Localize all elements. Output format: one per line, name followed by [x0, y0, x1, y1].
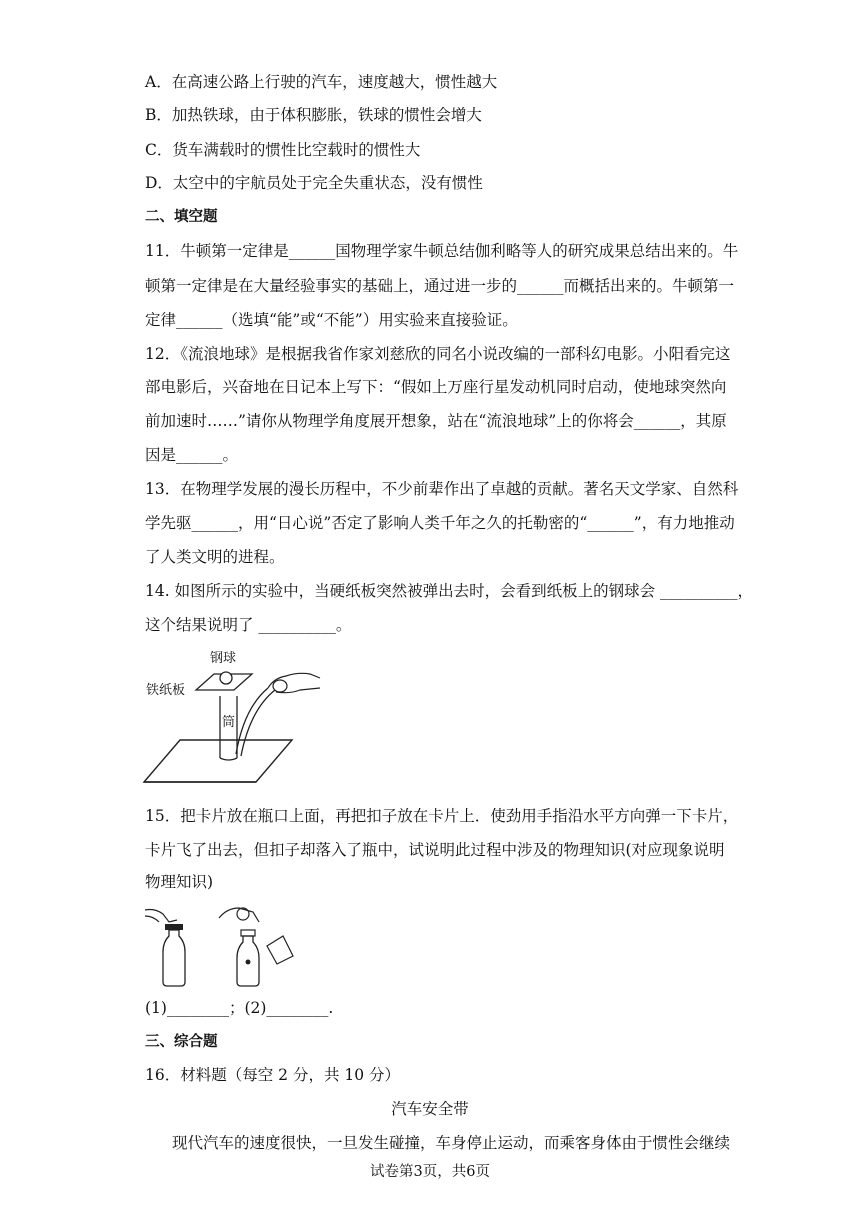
q13-line-2: 学先驱______，用“日心说”否定了影响人类千年之久的托勒密的“______”，有力地推动	[145, 514, 735, 532]
article-title: 汽车安全带	[391, 1100, 469, 1118]
flying-card	[267, 936, 293, 964]
label-board: 铁纸板	[146, 683, 186, 698]
q16-paragraph-1: 现代汽车的速度很快，一旦发生碰撞，车身停止运动，而乘客身体由于惯性会继续	[172, 1134, 731, 1152]
q12-line-4: 因是______。	[145, 446, 239, 464]
q16-line-1: 16．材料题（每空 2 分，共 10 分）	[145, 1066, 401, 1084]
bottle-right	[219, 908, 293, 986]
q13-line-1: 13．在物理学发展的漫长历程中，不少前辈作出了卓越的贡献。著名天文学家、自然科	[145, 480, 739, 498]
hand	[268, 673, 320, 692]
q14-figure	[140, 648, 325, 788]
option-b: B．加热铁球，由于体积膨胀，铁球的惯性会增大	[145, 106, 482, 124]
q13-line-3: 了人类文明的进程。	[145, 548, 285, 566]
option-a: A．在高速公路上行驶的汽车，速度越大，惯性越大	[145, 73, 498, 91]
q15-line-1: 15．把卡片放在瓶口上面，再把扣子放在卡片上．使劲用手指沿水平方向弹一下卡片，	[145, 807, 739, 825]
q12-line-1: 12．《流浪地球》是根据我省作家刘慈欣的同名小说改编的一部科幻电影。小阳看完这	[145, 345, 731, 363]
q14-line-1: 14. 如图所示的实验中，当硬纸板突然被弹出去时，会看到纸板上的钢球会 __________，	[145, 582, 754, 600]
label-steel-ball: 钢球	[210, 651, 237, 666]
q15-line-2: 卡片飞了出去，但扣子却落入了瓶中，试说明此过程中涉及的物理知识(对应现象说明	[145, 841, 725, 859]
q11-line-2: 顿第一定律是在大量经验事实的基础上，通过进一步的______而概括出来的。牛顿第一	[145, 277, 735, 295]
option-d: D．太空中的宇航员处于完全失重状态，没有惯性	[145, 174, 483, 192]
bottle-left	[145, 910, 185, 987]
q15-answer: (1)________；(2)________.	[145, 999, 334, 1017]
option-c: C．货车满载时的惯性比空载时的惯性大	[145, 141, 421, 159]
q14-line-2: 这个结果说明了 __________。	[145, 616, 352, 634]
steel-ball	[220, 672, 232, 684]
q11-line-1: 11．牛顿第一定律是______国物理学家牛顿总结伽利略等人的研究成果总结出来的。牛	[145, 242, 739, 260]
q15-figure	[143, 902, 303, 990]
section-title-fill-blank: 二、填空题	[145, 209, 218, 225]
q11-line-3: 定律______（选填“能”或“不能”）用实验来直接验证。	[145, 311, 518, 329]
page-footer: 试卷第3页，共6页	[370, 1164, 490, 1180]
section-title-comprehensive: 三、综合题	[145, 1034, 218, 1050]
q15-line-3: 物理知识)	[145, 873, 214, 891]
label-tube: 筒	[222, 715, 236, 730]
q12-line-3: 前加速时……”请你从物理学角度展开想象，站在“流浪地球”上的你将会______，其原	[145, 412, 727, 430]
q12-line-2: 部电影后，兴奋地在日记本上写下：“假如上万座行星发动机同时启动，使地球突然向	[145, 378, 727, 396]
base-board	[144, 740, 292, 782]
